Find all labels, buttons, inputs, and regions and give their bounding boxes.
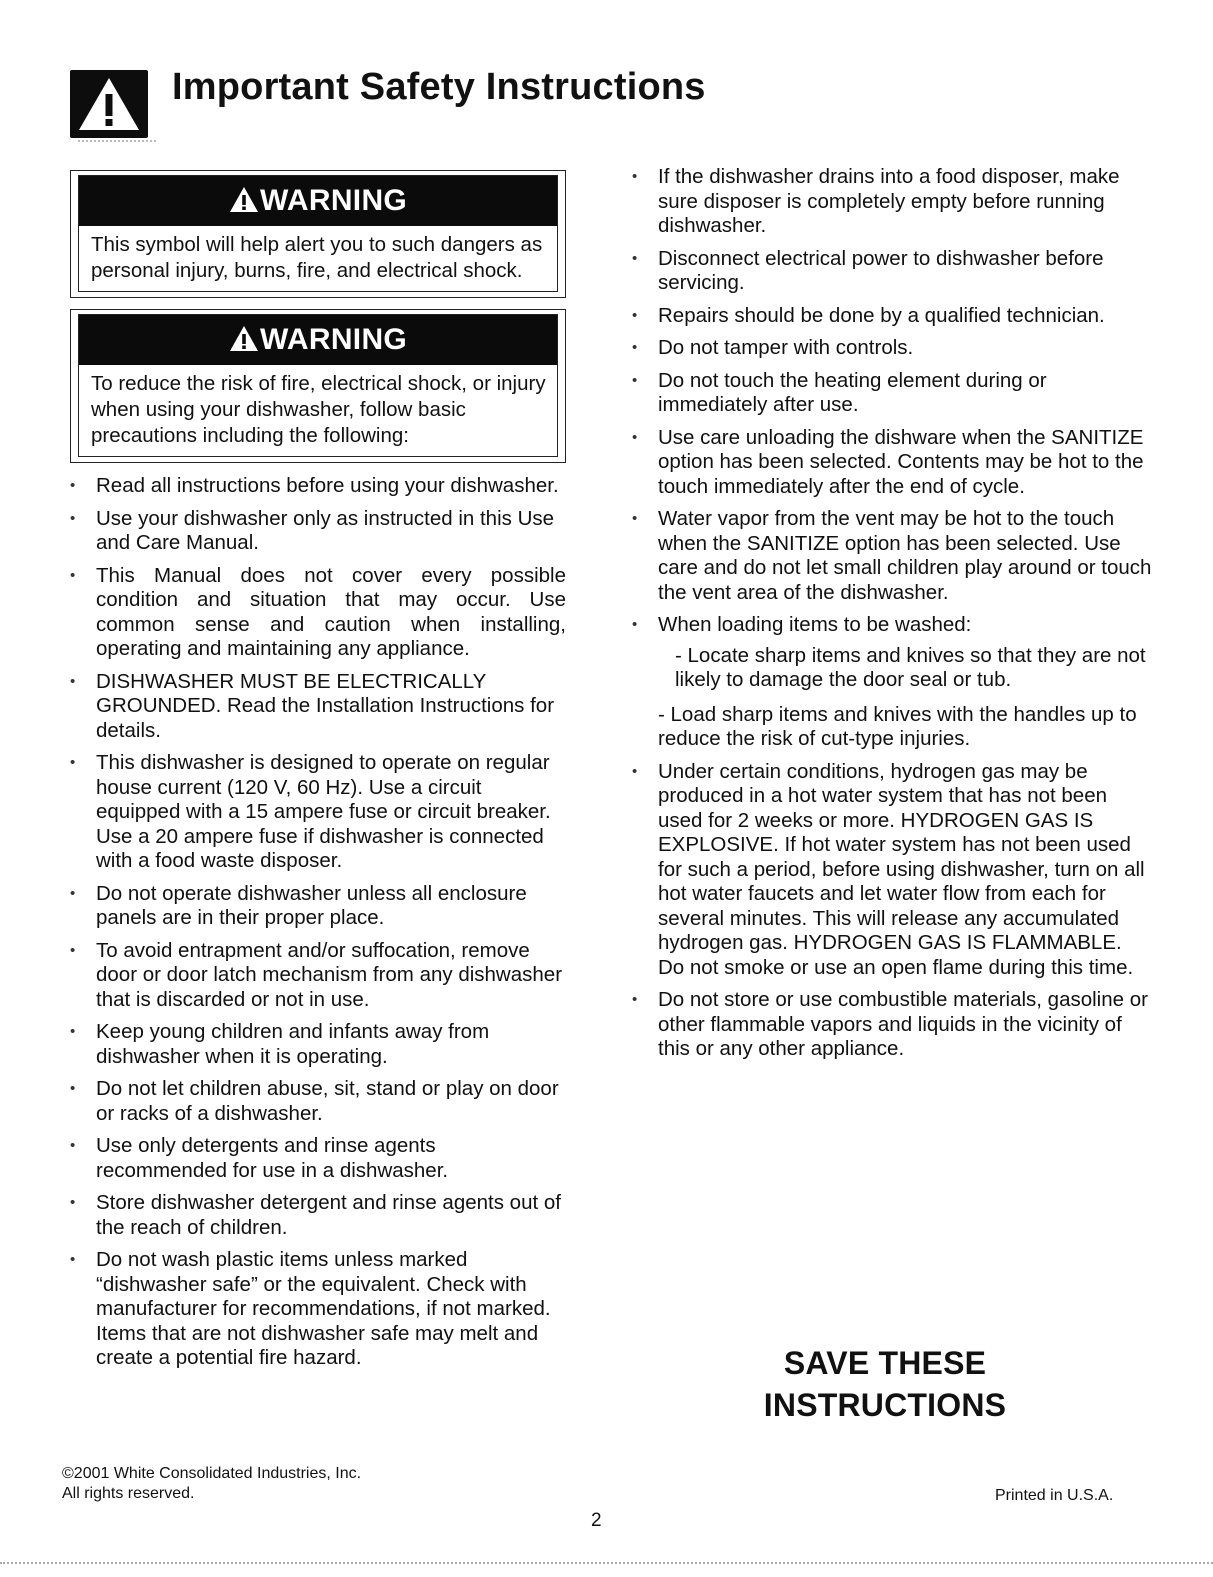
warning-box bbox=[70, 309, 566, 463]
warning-symbol-icon bbox=[229, 325, 259, 352]
save-line-1: SAVE THESE bbox=[783, 1345, 987, 1381]
header-divider bbox=[78, 140, 156, 146]
save-line-2: INSTRUCTIONS bbox=[763, 1387, 1007, 1423]
list-item: • Water vapor from the vent may be hot to the touch when the SANITIZE option has been selected. Use care and do not let small children play around or touch the vent area of the dishwasher. bbox=[632, 507, 1152, 605]
warning-heading bbox=[79, 315, 557, 365]
list-item: • Do not touch the heating element during or immediately after use. bbox=[632, 369, 1152, 418]
list-item: • Do not tamper with controls. bbox=[632, 336, 1152, 361]
printed-in: Printed in U.S.A. bbox=[995, 1487, 1114, 1504]
warning-heading-label: WARNING bbox=[259, 323, 408, 356]
copyright-text: ©2001 White Consolidated Industries, Inc. bbox=[62, 1465, 362, 1482]
rights-text: All rights reserved. bbox=[62, 1485, 195, 1502]
page-number: 2 bbox=[591, 1510, 602, 1531]
loading-intro: When loading items to be washed: bbox=[658, 613, 972, 636]
copyright-notice bbox=[62, 1464, 361, 1504]
list-item: • Under certain conditions, hydrogen gas may be produced in a hot water system that has not been used for 2 weeks or more. HYDROGEN GAS IS EXPLOSIVE. If hot water system has not been used for such a period, before using dishwasher, turn on all hot water faucets and let water flow from each for several minutes. This will release any accumulated hydrogen gas. HYDROGEN GAS IS FLAMMABLE. Do not smoke or use an open flame during this time. bbox=[632, 760, 1152, 981]
list-item: • DISHWASHER MUST BE ELECTRICALLY GROUNDED. Read the Installation Instructions for details. bbox=[70, 670, 566, 744]
list-item: • Use care unloading the dishware when the SANITIZE option has been selected. Contents may be hot to the touch immediately after the end of cycle. bbox=[632, 426, 1152, 500]
loading-subitem: - Load sharp items and knives with the handles up to reduce the risk of cut-type injuries. bbox=[658, 702, 1137, 750]
list-item: • Do not operate dishwasher unless all enclosure panels are in their proper place. bbox=[70, 882, 566, 931]
list-item: • Repairs should be done by a qualified technician. bbox=[632, 304, 1152, 329]
save-instructions-heading bbox=[700, 1342, 1070, 1426]
left-column bbox=[70, 170, 566, 1379]
list-item: • Disconnect electrical power to dishwasher before servicing. bbox=[632, 247, 1152, 296]
right-column bbox=[632, 165, 1152, 1070]
list-item: • Store dishwasher detergent and rinse agents out of the reach of children. bbox=[70, 1191, 566, 1240]
warning-symbol-icon bbox=[229, 186, 259, 213]
list-item: • Use your dishwasher only as instructed in this Use and Care Manual. bbox=[70, 507, 566, 556]
warning-text: This symbol will help alert you to such dangers as personal injury, burns, fire, and electrical shock. bbox=[91, 233, 543, 282]
list-item: • Do not let children abuse, sit, stand or play on door or racks of a dishwasher. bbox=[70, 1077, 566, 1126]
list-item: • Keep young children and infants away from dishwasher when it is operating. bbox=[70, 1020, 566, 1069]
list-item: • This dishwasher is designed to operate on regular house current (120 V, 60 Hz). Use a circuit equipped with a 15 ampere fuse or circuit breaker. Use a 20 ampere fuse if dishwasher is connected with a food waste disposer. bbox=[70, 751, 566, 874]
list-item: • This Manual does not cover every possible condition and situation that may occur. Use common sense and caution when installing, operating and maintaining any appliance. bbox=[70, 564, 566, 662]
warning-triangle-icon bbox=[70, 70, 148, 138]
safety-list-right bbox=[632, 165, 1152, 1062]
list-item-loading bbox=[632, 613, 1152, 752]
list-item: • Do not store or use combustible materials, gasoline or other flammable vapors and liquids in the vicinity of this or any other appliance. bbox=[632, 988, 1152, 1062]
warning-heading-label: WARNING bbox=[259, 184, 408, 217]
warning-text: To reduce the risk of fire, electrical shock, or injury when using your dishwasher, follow basic precautions including the following: bbox=[91, 372, 546, 447]
warning-heading bbox=[79, 176, 557, 226]
page-header bbox=[70, 62, 770, 142]
list-item: • If the dishwasher drains into a food disposer, make sure disposer is completely empty before running dishwasher. bbox=[632, 165, 1152, 239]
page-title: Important Safety Instructions bbox=[172, 66, 706, 108]
safety-list-left bbox=[70, 474, 566, 1371]
warning-box bbox=[70, 170, 566, 298]
list-item: • To avoid entrapment and/or suffocation, remove door or door latch mechanism from any dishwasher that is discarded or not in use. bbox=[70, 939, 566, 1013]
footer-divider bbox=[0, 1562, 1213, 1566]
list-item: • Do not wash plastic items unless marked “dishwasher safe” or the equivalent. Check with manufacturer for recommendations, if not marked. Items that are not dishwasher safe may melt and create a potential fire hazard. bbox=[70, 1248, 566, 1371]
list-item: • Use only detergents and rinse agents recommended for use in a dishwasher. bbox=[70, 1134, 566, 1183]
list-item: • Read all instructions before using your dishwasher. bbox=[70, 474, 566, 499]
loading-subitem: - Locate sharp items and knives so that they are not likely to damage the door seal or tub. bbox=[675, 643, 1146, 691]
